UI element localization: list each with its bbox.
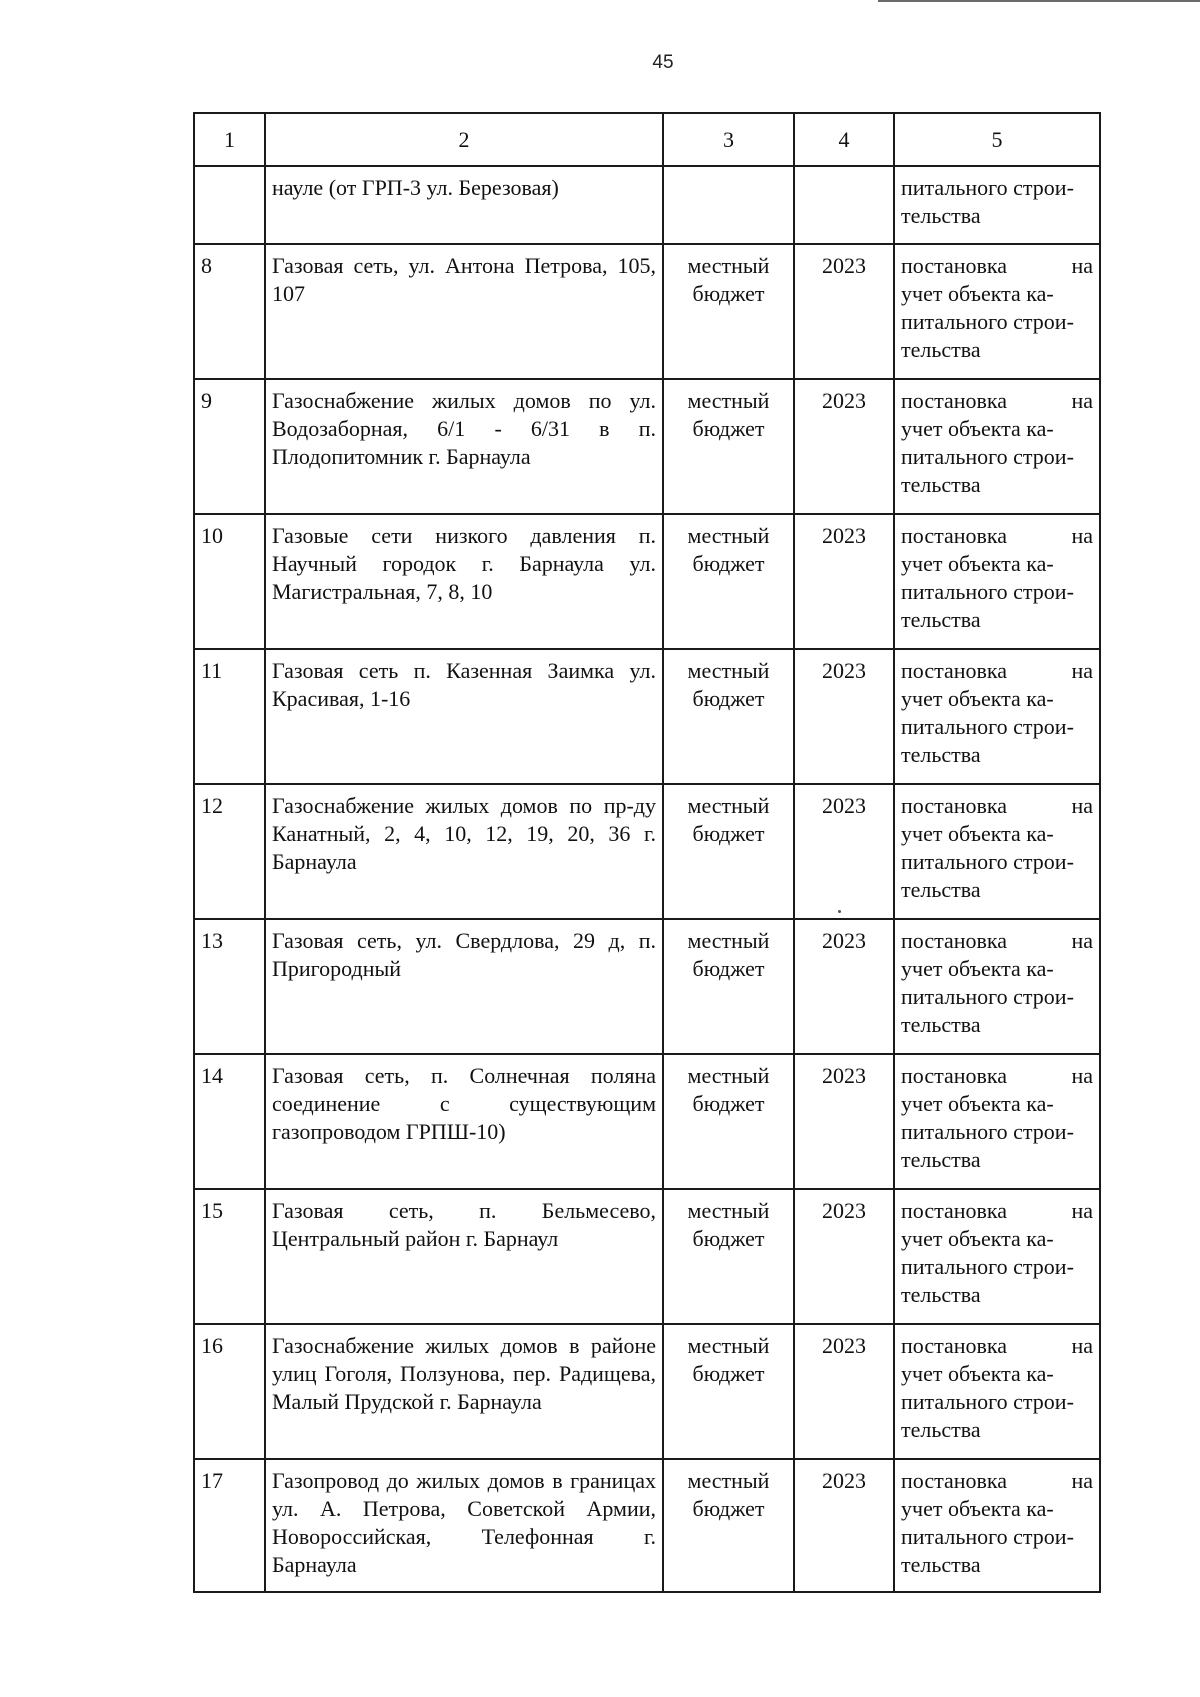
object-name-cell: Газовые сети низкого давления п. Научный городок г. Барнаула ул. Магистральная, 7, 8, 10 bbox=[265, 514, 663, 649]
note-line bbox=[901, 1062, 1093, 1090]
note-word: постановка bbox=[901, 928, 1008, 953]
note-line: тельства bbox=[901, 337, 981, 362]
note-word: постановка bbox=[901, 523, 1008, 548]
funding-source-cell bbox=[663, 784, 794, 919]
note-cell bbox=[894, 379, 1100, 514]
table-row bbox=[194, 784, 1100, 919]
scan-speck bbox=[838, 910, 841, 913]
note-word: на bbox=[1071, 253, 1093, 278]
table-body bbox=[194, 166, 1100, 1592]
row-number-cell bbox=[194, 166, 265, 244]
year-cell: 2023 bbox=[794, 514, 894, 649]
year-cell: 2023 bbox=[794, 1189, 894, 1324]
note-line: учет объекта ка- bbox=[901, 281, 1054, 306]
funding-source-line: местный bbox=[687, 793, 770, 818]
note-line bbox=[901, 792, 1093, 820]
note-line: питального строи- bbox=[901, 175, 1074, 200]
object-name-cell: Газоснабжение жилых домов по ул. Водозаборная, 6/1 - 6/31 в п. Плодопитомник г. Барнаула bbox=[265, 379, 663, 514]
program-table bbox=[193, 112, 1101, 1593]
object-name-cell: Газоснабжение жилых домов в районе улиц Гоголя, Ползунова, пер. Радищева, Малый Прудской г. Барнаула bbox=[265, 1324, 663, 1459]
note-line: учет объекта ка- bbox=[901, 1361, 1054, 1386]
note-word: постановка bbox=[901, 658, 1008, 683]
row-number-cell: 15 bbox=[194, 1189, 265, 1324]
table-row bbox=[194, 1324, 1100, 1459]
table-row bbox=[194, 649, 1100, 784]
note-cell bbox=[894, 784, 1100, 919]
object-name-cell: Газовая сеть, ул. Антона Петрова, 105, 107 bbox=[265, 244, 663, 379]
table-row bbox=[194, 379, 1100, 514]
row-number-cell: 17 bbox=[194, 1459, 265, 1592]
note-line bbox=[901, 657, 1093, 685]
column-number-row bbox=[194, 113, 1100, 166]
funding-source-cell bbox=[663, 166, 794, 244]
year-cell bbox=[794, 166, 894, 244]
table-row-continued bbox=[194, 166, 1100, 244]
funding-source-cell bbox=[663, 379, 794, 514]
funding-source-cell bbox=[663, 649, 794, 784]
note-cell bbox=[894, 649, 1100, 784]
note-line bbox=[901, 387, 1093, 415]
column-header: 1 bbox=[194, 113, 265, 166]
object-name-cell: Газовая сеть, п. Солнечная поляна соединение с существующим газопроводом ГРПШ-10) bbox=[265, 1054, 663, 1189]
funding-source-line: местный bbox=[687, 658, 770, 683]
row-number-cell: 13 bbox=[194, 919, 265, 1054]
funding-source-line: бюджет bbox=[692, 281, 765, 306]
table-row bbox=[194, 919, 1100, 1054]
funding-source-cell bbox=[663, 1459, 794, 1592]
note-line: тельства bbox=[901, 877, 981, 902]
year-cell: 2023 bbox=[794, 1054, 894, 1189]
note-cell bbox=[894, 514, 1100, 649]
note-line: учет объекта ка- bbox=[901, 821, 1054, 846]
funding-source-line: местный bbox=[687, 1198, 770, 1223]
note-line: тельства bbox=[901, 1282, 981, 1307]
year-cell: 2023 bbox=[794, 919, 894, 1054]
funding-source-line: бюджет bbox=[692, 686, 765, 711]
funding-source-line: бюджет bbox=[692, 416, 765, 441]
note-word: постановка bbox=[901, 1468, 1008, 1493]
note-line: питального строи- bbox=[901, 1254, 1074, 1279]
note-word: на bbox=[1071, 928, 1093, 953]
note-word: постановка bbox=[901, 1333, 1008, 1358]
note-word: на bbox=[1071, 658, 1093, 683]
note-line: тельства bbox=[901, 1147, 981, 1172]
row-number-cell: 10 bbox=[194, 514, 265, 649]
funding-source-line: бюджет bbox=[692, 551, 765, 576]
table-row bbox=[194, 1054, 1100, 1189]
column-header: 5 bbox=[894, 113, 1100, 166]
row-number-cell: 14 bbox=[194, 1054, 265, 1189]
note-cell bbox=[894, 166, 1100, 244]
note-line: питального строи- bbox=[901, 1119, 1074, 1144]
object-name-cell: Газопровод до жилых домов в границах ул. А. Петрова, Советской Армии, Новороссийская, Телефонная г. Барнаула bbox=[265, 1459, 663, 1592]
note-line: тельства bbox=[901, 472, 981, 497]
note-word: постановка bbox=[901, 1063, 1008, 1088]
funding-source-cell bbox=[663, 1054, 794, 1189]
note-word: постановка bbox=[901, 253, 1008, 278]
funding-source-line: местный bbox=[687, 253, 770, 278]
table-row bbox=[194, 244, 1100, 379]
note-cell bbox=[894, 1054, 1100, 1189]
table-row bbox=[194, 1459, 1100, 1592]
note-line: тельства bbox=[901, 1552, 981, 1577]
note-word: на bbox=[1071, 388, 1093, 413]
note-word: на bbox=[1071, 1198, 1093, 1223]
object-name-cell: науле (от ГРП-3 ул. Березовая) bbox=[265, 166, 663, 244]
funding-source-cell bbox=[663, 514, 794, 649]
note-cell bbox=[894, 1189, 1100, 1324]
row-number-cell: 9 bbox=[194, 379, 265, 514]
note-line bbox=[901, 1332, 1093, 1360]
note-word: постановка bbox=[901, 793, 1008, 818]
note-line: тельства bbox=[901, 1417, 981, 1442]
note-line: питального строи- bbox=[901, 1389, 1074, 1414]
funding-source-line: бюджет bbox=[692, 821, 765, 846]
funding-source-line: местный bbox=[687, 1063, 770, 1088]
note-line: учет объекта ка- bbox=[901, 686, 1054, 711]
object-name-cell: Газоснабжение жилых домов по пр-ду Канатный, 2, 4, 10, 12, 19, 20, 36 г. Барнаула bbox=[265, 784, 663, 919]
funding-source-line: бюджет bbox=[692, 1361, 765, 1386]
note-line bbox=[901, 522, 1093, 550]
note-line: тельства bbox=[901, 742, 981, 767]
note-line: питального строи- bbox=[901, 309, 1074, 334]
top-rule bbox=[878, 0, 1200, 2]
funding-source-line: местный bbox=[687, 388, 770, 413]
note-line bbox=[901, 927, 1093, 955]
row-number-cell: 12 bbox=[194, 784, 265, 919]
note-cell bbox=[894, 919, 1100, 1054]
note-line: учет объекта ка- bbox=[901, 1226, 1054, 1251]
note-line bbox=[901, 252, 1093, 280]
year-cell: 2023 bbox=[794, 784, 894, 919]
note-line: питального строи- bbox=[901, 714, 1074, 739]
object-name-cell: Газовая сеть п. Казенная Заимка ул. Красивая, 1-16 bbox=[265, 649, 663, 784]
note-cell bbox=[894, 244, 1100, 379]
column-header: 4 bbox=[794, 113, 894, 166]
note-line: учет объекта ка- bbox=[901, 416, 1054, 441]
column-header: 2 bbox=[265, 113, 663, 166]
funding-source-line: местный bbox=[687, 928, 770, 953]
note-line: питального строи- bbox=[901, 1524, 1074, 1549]
row-number-cell: 16 bbox=[194, 1324, 265, 1459]
funding-source-line: местный bbox=[687, 1333, 770, 1358]
note-line: тельства bbox=[901, 607, 981, 632]
note-line: учет объекта ка- bbox=[901, 1496, 1054, 1521]
note-word: постановка bbox=[901, 1198, 1008, 1223]
note-line: питального строи- bbox=[901, 849, 1074, 874]
note-line: питального строи- bbox=[901, 579, 1074, 604]
note-word: на bbox=[1071, 1063, 1093, 1088]
note-line: тельства bbox=[901, 1012, 981, 1037]
note-word: на bbox=[1071, 523, 1093, 548]
object-name-cell: Газовая сеть, ул. Свердлова, 29 д, п. Пригородный bbox=[265, 919, 663, 1054]
funding-source-cell bbox=[663, 244, 794, 379]
note-line: тельства bbox=[901, 203, 981, 228]
table-row bbox=[194, 1189, 1100, 1324]
table-row bbox=[194, 514, 1100, 649]
note-line bbox=[901, 1197, 1093, 1225]
funding-source-cell bbox=[663, 919, 794, 1054]
year-cell: 2023 bbox=[794, 244, 894, 379]
funding-source-cell bbox=[663, 1324, 794, 1459]
note-cell bbox=[894, 1459, 1100, 1592]
row-number-cell: 8 bbox=[194, 244, 265, 379]
note-line: питального строи- bbox=[901, 444, 1074, 469]
note-line: учет объекта ка- bbox=[901, 551, 1054, 576]
note-cell bbox=[894, 1324, 1100, 1459]
funding-source-line: бюджет bbox=[692, 1226, 765, 1251]
page-number: 45 bbox=[652, 52, 674, 73]
funding-source-line: местный bbox=[687, 523, 770, 548]
object-name-cell: Газовая сеть, п. Бельмесево, Центральный район г. Барнаул bbox=[265, 1189, 663, 1324]
funding-source-line: бюджет bbox=[692, 1496, 765, 1521]
funding-source-line: местный bbox=[687, 1468, 770, 1493]
funding-source-line: бюджет bbox=[692, 1091, 765, 1116]
note-word: на bbox=[1071, 1468, 1093, 1493]
funding-source-cell bbox=[663, 1189, 794, 1324]
year-cell: 2023 bbox=[794, 1324, 894, 1459]
note-line: питального строи- bbox=[901, 984, 1074, 1009]
note-line bbox=[901, 1467, 1093, 1495]
column-header: 3 bbox=[663, 113, 794, 166]
note-word: на bbox=[1071, 793, 1093, 818]
note-word: постановка bbox=[901, 388, 1008, 413]
note-line: учет объекта ка- bbox=[901, 1091, 1054, 1116]
funding-source-line: бюджет bbox=[692, 956, 765, 981]
note-line: учет объекта ка- bbox=[901, 956, 1054, 981]
note-word: на bbox=[1071, 1333, 1093, 1358]
year-cell: 2023 bbox=[794, 649, 894, 784]
row-number-cell: 11 bbox=[194, 649, 265, 784]
year-cell: 2023 bbox=[794, 1459, 894, 1592]
year-cell: 2023 bbox=[794, 379, 894, 514]
